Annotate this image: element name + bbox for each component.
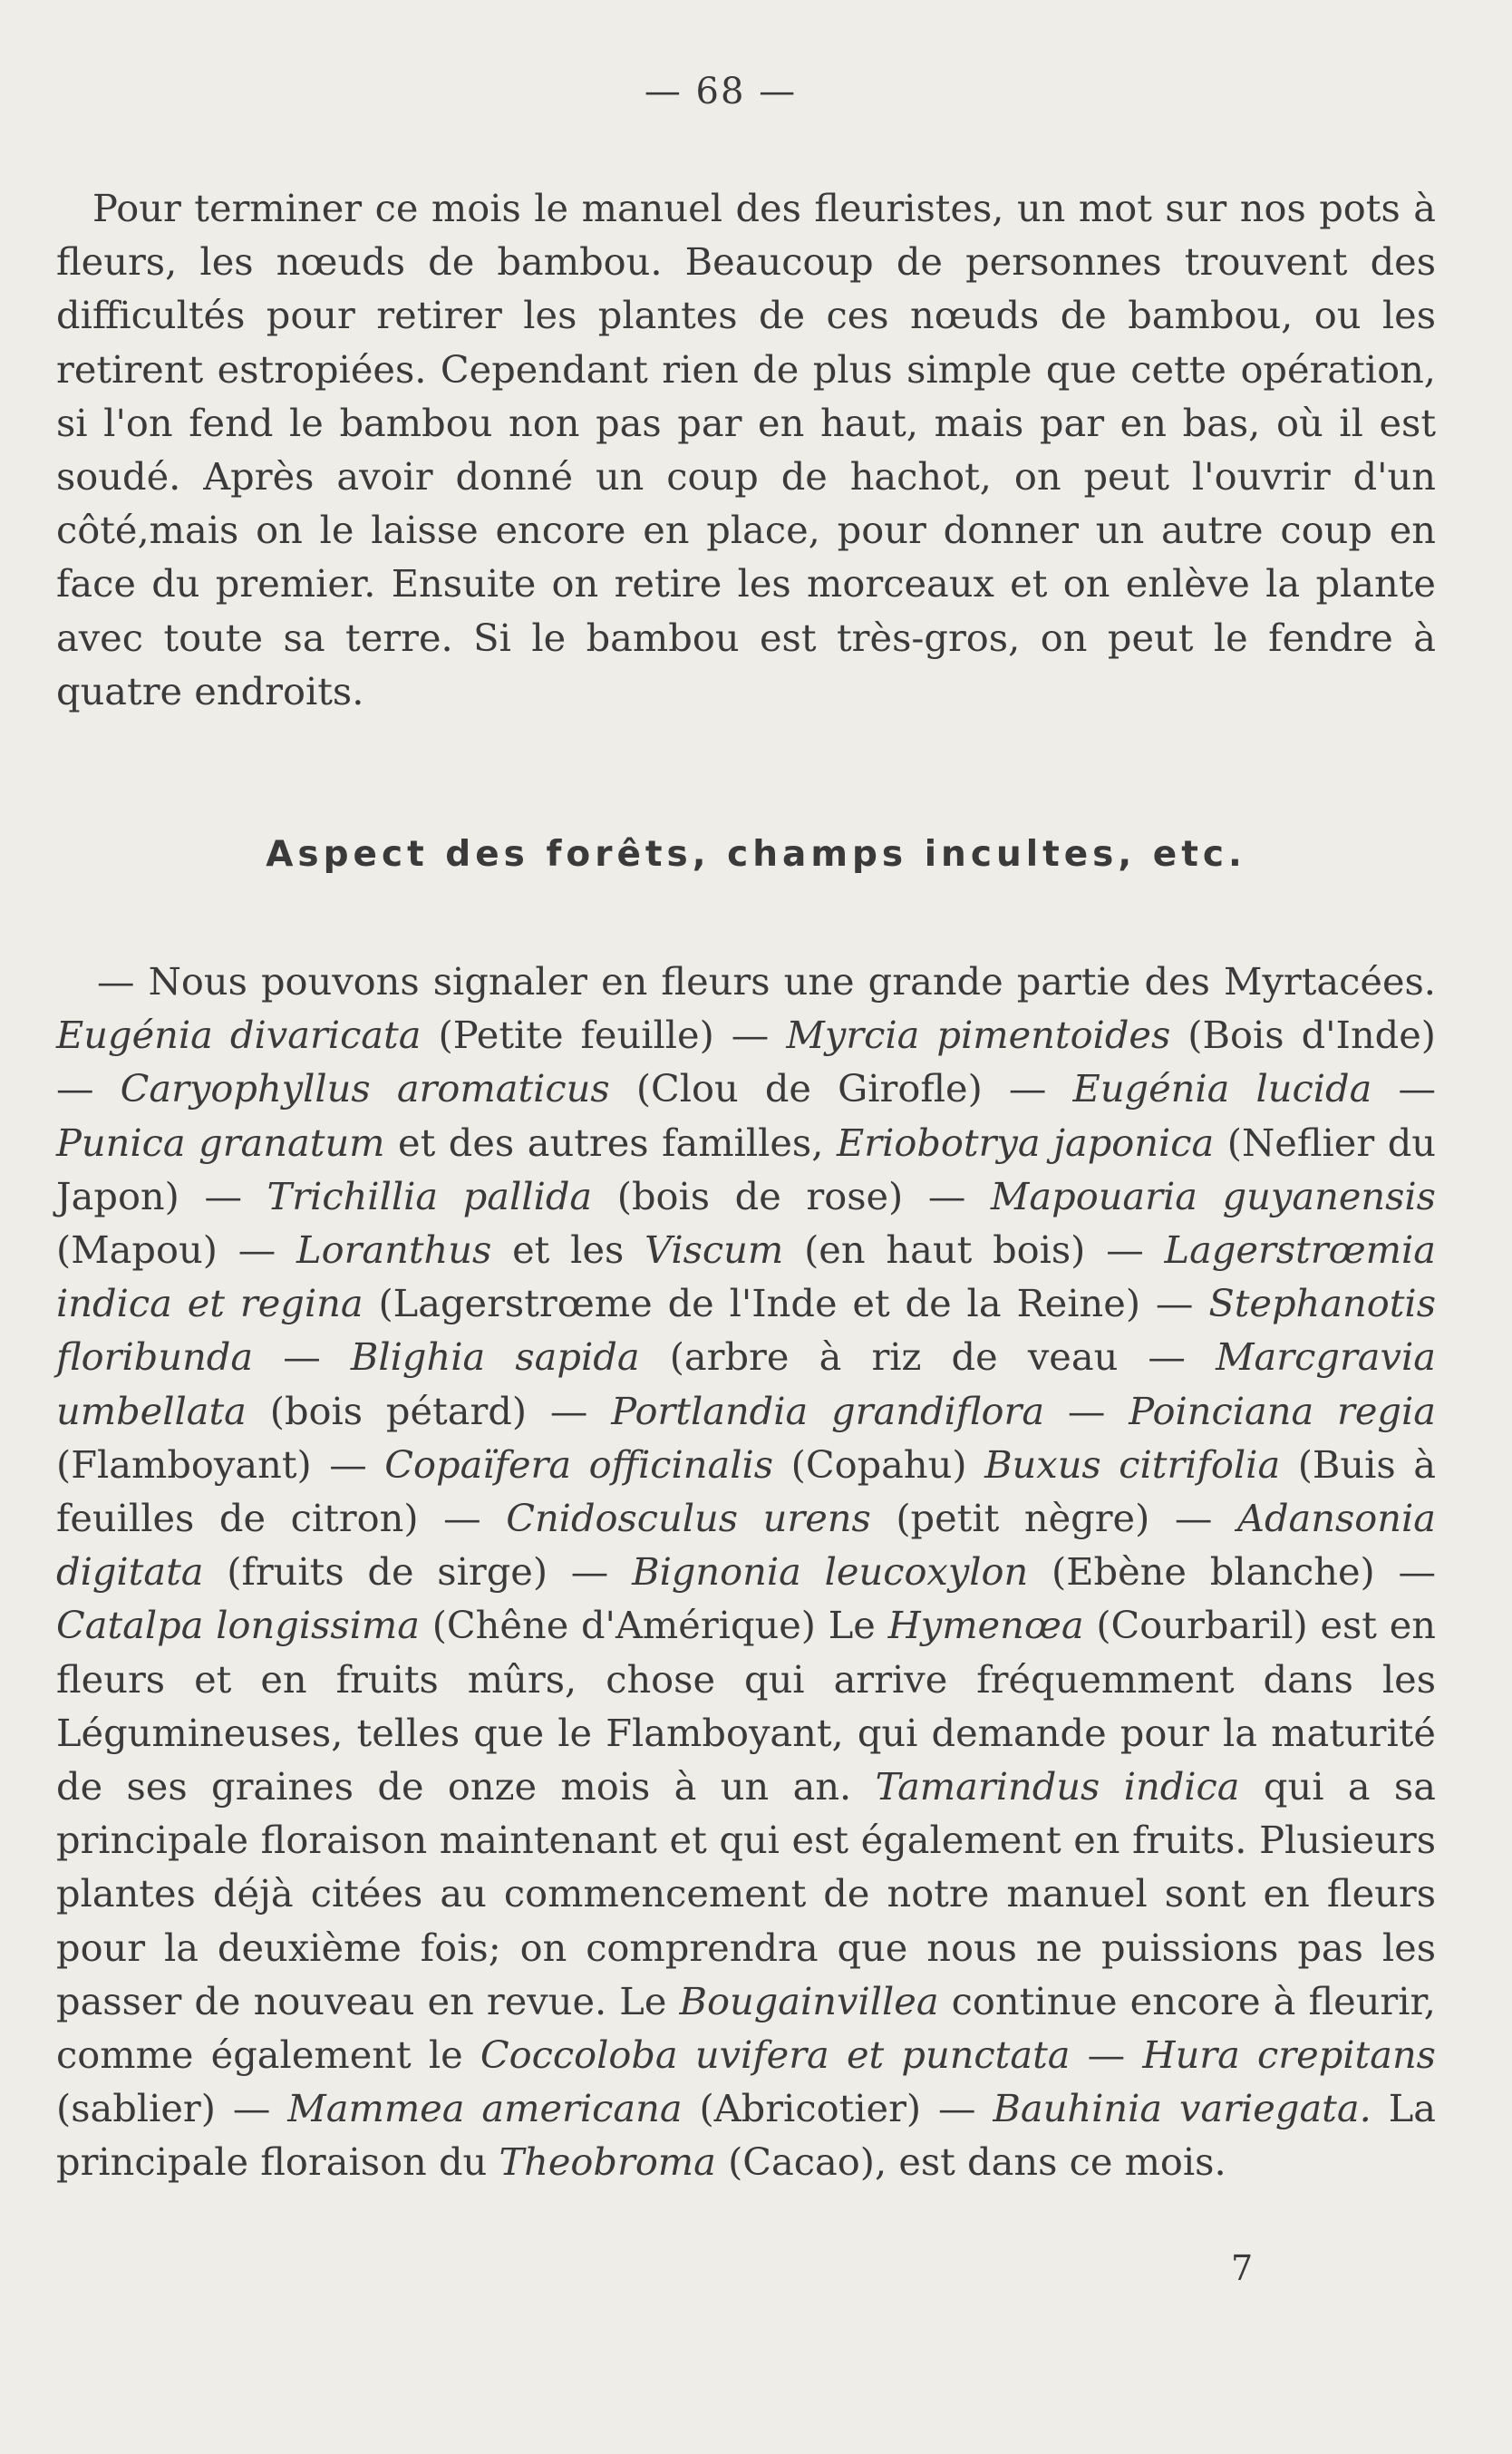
text-run: (Ebène blanche) — — [1028, 1549, 1436, 1595]
species-name: Copaïfera officinalis — [384, 1441, 774, 1487]
species-name: Hura crepitans — [1142, 2032, 1436, 2078]
text-run: La principale floraison du — [56, 2086, 1436, 2185]
species-name: Myrcia pimentoides — [786, 1013, 1171, 1058]
text-run: (petit nègre) — — [870, 1496, 1237, 1541]
species-name: Bauhinia variegata. — [993, 2086, 1371, 2131]
species-name: Blighia sapida — [350, 1334, 640, 1380]
text-run: — — [253, 1334, 351, 1380]
text-run: — — [1044, 1388, 1129, 1433]
page-number: — 68 — — [644, 71, 798, 112]
text-run: (bois pétard) — — [246, 1388, 612, 1433]
text-run: (Chêne d'Amérique) Le — [420, 1603, 888, 1648]
species-name: Eriobotrya japonica — [836, 1120, 1215, 1165]
text-run: (Clou de Girofle) — — [609, 1066, 1073, 1111]
species-name: Bougainvillea — [679, 1978, 939, 2023]
species-name: Buxus citrifolia — [984, 1441, 1281, 1487]
text-run: (sablier) — — [56, 2086, 288, 2131]
species-name: Loranthus — [296, 1227, 492, 1273]
text-run: (Neflier du Japon) — — [56, 1120, 1437, 1218]
species-name: Portlandia grandiflora — [611, 1388, 1045, 1433]
species-name: Cnidosculus urens — [506, 1496, 871, 1541]
text-run: (Flamboyant) — — [56, 1441, 385, 1487]
text-run: (Copahu) — [773, 1441, 985, 1487]
text-run: qui a sa principale floraison maintenant et qui est également en fruits. Plusieurs plantes déjà citées au commencement de notre manuel sont en fleurs pour la deuxième fois; on comprendra que nous ne puissions pas les passer de nouveau en revue. Le — [56, 1764, 1436, 2023]
species-name: Eugénia lucida — [1072, 1066, 1372, 1111]
species-name: Mapouaria guyanensis — [990, 1173, 1436, 1218]
text-run: (Cacao), est dans ce mois. — [715, 2139, 1226, 2185]
section-heading: Aspect des forêts, champs incultes, etc. — [266, 834, 1246, 875]
species-name: Poinciana regia — [1129, 1388, 1436, 1433]
text-run: — — [1371, 1066, 1436, 1111]
text-run: et les — [491, 1227, 645, 1273]
text-run: et des autres familles, — [384, 1120, 837, 1165]
species-name: Tamarindus indica — [875, 1764, 1240, 1809]
species-name: Coccoloba uvifera et punctata — [480, 2032, 1071, 2078]
species-name: Stephanotis floribunda — [56, 1281, 1436, 1380]
species-name: Catalpa longissima — [56, 1603, 421, 1648]
text-run: — — [1070, 2032, 1143, 2078]
species-name: Viscum — [645, 1227, 784, 1273]
species-name: Caryophyllus aromaticus — [120, 1066, 610, 1111]
paragraph-text — [56, 955, 1436, 2189]
text-run: (Buis à feuilles de citron) — — [56, 1441, 1436, 1541]
text-run: (en haut bois) — — [783, 1227, 1165, 1273]
species-name: Lagerstrœmia indica et regina — [56, 1227, 1436, 1326]
species-name: Punica granatum — [56, 1120, 385, 1165]
species-name: Theobroma — [499, 2139, 716, 2185]
species-name: Hymenœa — [887, 1603, 1084, 1648]
species-name: Eugénia divaricata — [56, 1013, 422, 1058]
text-run: (Bois d'Inde) — — [56, 1013, 1436, 1111]
signature-mark: 7 — [1231, 2248, 1254, 2288]
paragraph-bamboo-pots — [56, 181, 1436, 718]
text-run: (Mapou) — — [56, 1227, 297, 1273]
text-run: continue encore à fleurir, comme également le — [56, 1978, 1437, 2078]
text-run: (Lagerstrœme de l'Inde et de la Reine) — — [363, 1281, 1209, 1326]
paragraph-forests — [56, 955, 1436, 2189]
text-run: (fruits de sirge) — — [203, 1549, 633, 1595]
text-run: (Courbaril) est en fleurs et en fruits mûrs, chose qui arrive fréquemment dans les Légumineuses, telles que le Flamboyant, qui demande pour la maturité de ses graines de onze mois à un an. — [56, 1603, 1436, 1809]
text-run: (Petite feuille) — — [421, 1013, 787, 1058]
species-name: Mammea americana — [287, 2086, 683, 2131]
species-name: Adansonia digitata — [56, 1496, 1436, 1595]
species-name: Trichillia pallida — [267, 1173, 593, 1218]
text-run: — Nous pouvons signaler en fleurs une grande partie des Myrtacées. — [97, 959, 1436, 1004]
species-name: Bignonia leucoxylon — [632, 1549, 1029, 1595]
text-run: (bois de rose) — — [592, 1173, 991, 1218]
text-run: (Abricotier) — — [682, 2086, 993, 2131]
paragraph-text: Pour terminer ce mois le manuel des fleuristes, un mot sur nos pots à fleurs, les nœuds de bambou. Beaucoup de personnes trouvent des difficultés pour retirer les plantes de ces nœuds de bambou, ou les retirent estropiées. Cependant rien de plus simple que cette opération, si l'on fend le bambou non pas par en haut, mais par en bas, où il est soudé. Après avoir donné un coup de hachot, on peut l'ouvrir d'un côté,mais on le laisse encore en place, pour donner un autre coup en face du premier. Ensuite on retire les morceaux et on enlève la plante avec toute sa terre. Si le bambou est très-gros, on peut le fendre à quatre endroits. — [56, 186, 1436, 713]
text-run: (arbre à riz de veau — — [639, 1334, 1216, 1380]
species-name: Marcgravia umbellata — [56, 1334, 1436, 1433]
